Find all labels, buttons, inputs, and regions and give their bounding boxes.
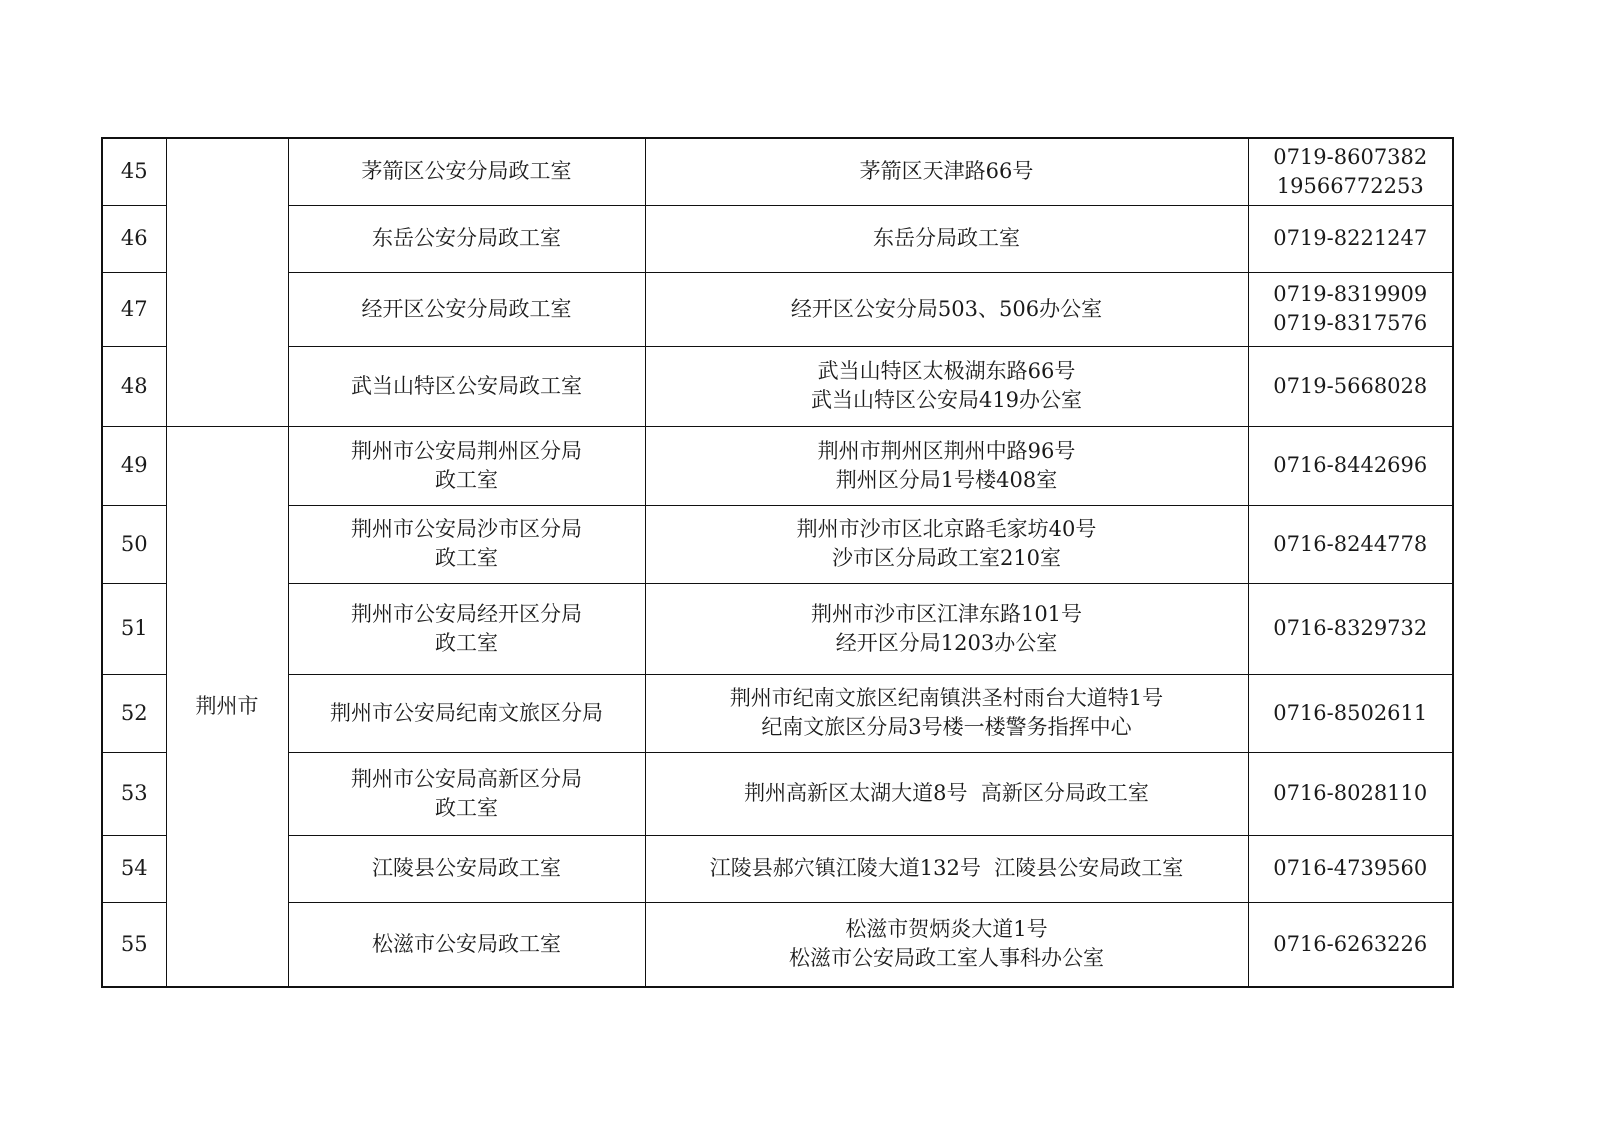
phone-line: 0719-8221247 [1273, 226, 1428, 250]
row-number: 49 [102, 426, 166, 505]
phone-cell [1248, 583, 1453, 674]
department-cell [288, 902, 645, 987]
address-line: 荆州市沙市区北京路毛家坊40号 [796, 517, 1097, 541]
address-cell [645, 346, 1248, 426]
department-line: 荆州市公安局高新区分局 [351, 766, 582, 791]
address-line: 荆州市纪南文旅区纪南镇洪圣村雨台大道特1号 [729, 686, 1164, 710]
table-row [102, 138, 1453, 205]
address-cell [645, 205, 1248, 272]
department-line: 政工室 [435, 795, 498, 820]
city-cell-empty [166, 138, 288, 426]
phone-cell [1248, 674, 1453, 752]
address-line: 荆州区分局1号楼408室 [835, 467, 1058, 492]
row-number: 51 [102, 583, 166, 674]
city-cell [166, 426, 288, 987]
phone-line: 0716-4739560 [1273, 856, 1428, 880]
address-cell [645, 835, 1248, 902]
address-line: 沙市区分局政工室210室 [831, 546, 1062, 570]
department-line: 松滋市公安局政工室 [372, 931, 561, 956]
phone-line: 0716-8244778 [1273, 531, 1428, 556]
address-line: 松滋市公安局政工室人事科办公室 [789, 946, 1104, 971]
address-line: 经开区分局1203办公室 [835, 630, 1058, 655]
address-cell [645, 583, 1248, 674]
address-line: 武当山特区公安局419办公室 [810, 388, 1083, 412]
phone-cell [1248, 752, 1453, 835]
address-line: 经开区公安分局503、506办公室 [790, 296, 1103, 321]
department-line: 政工室 [435, 467, 498, 492]
department-line: 政工室 [435, 546, 498, 570]
table-row [102, 752, 1453, 835]
address-cell [645, 138, 1248, 205]
department-cell [288, 583, 645, 674]
address-line: 荆州高新区太湖大道8号 高新区分局政工室 [744, 781, 1149, 805]
city-label: 荆州市 [195, 693, 259, 718]
department-line: 荆州市公安局荆州区分局 [351, 438, 582, 463]
table-row [102, 674, 1453, 752]
phone-line: 0716-8028110 [1273, 781, 1428, 805]
row-number: 52 [102, 674, 166, 752]
department-cell [288, 752, 645, 835]
address-line: 松滋市贺炳炎大道1号 [845, 917, 1048, 942]
phone-line: 0716-6263226 [1273, 931, 1428, 956]
department-cell [288, 835, 645, 902]
row-number: 48 [102, 346, 166, 426]
department-line: 武当山特区公安局政工室 [351, 373, 582, 398]
address-line: 纪南文旅区分局3号楼一楼警务指挥中心 [761, 715, 1132, 739]
phone-cell [1248, 205, 1453, 272]
phone-line: 0719-8319909 [1273, 282, 1428, 306]
address-line: 荆州市沙市区江津东路101号 [810, 601, 1083, 626]
phone-cell [1248, 346, 1453, 426]
department-cell [288, 205, 645, 272]
address-cell [645, 902, 1248, 987]
row-number: 50 [102, 505, 166, 583]
address-cell [645, 752, 1248, 835]
contact-table [101, 137, 1454, 988]
department-line: 荆州市公安局经开区分局 [351, 601, 582, 626]
department-line: 江陵县公安局政工室 [372, 856, 561, 880]
row-number: 46 [102, 205, 166, 272]
row-number: 45 [102, 138, 166, 205]
department-line: 政工室 [435, 630, 498, 655]
table-row [102, 583, 1453, 674]
phone-cell [1248, 272, 1453, 346]
phone-line: 0716-8329732 [1273, 616, 1428, 640]
address-line: 武当山特区太极湖东路66号 [817, 359, 1076, 383]
table-row [102, 205, 1453, 272]
row-number: 53 [102, 752, 166, 835]
department-cell [288, 505, 645, 583]
phone-line: 0719-8317576 [1273, 311, 1428, 335]
table-row [102, 835, 1453, 902]
address-line: 茅箭区天津路66号 [859, 159, 1034, 184]
address-line: 江陵县郝穴镇江陵大道132号 江陵县公安局政工室 [709, 856, 1184, 880]
department-line: 东岳公安分局政工室 [372, 226, 561, 250]
table-row [102, 426, 1453, 505]
table-row [102, 346, 1453, 426]
phone-line: 19566772253 [1276, 173, 1424, 198]
table-row [102, 272, 1453, 346]
table-row [102, 505, 1453, 583]
phone-line: 0716-8502611 [1273, 700, 1428, 725]
phone-line: 0719-8607382 [1273, 144, 1428, 169]
phone-line: 0719-5668028 [1273, 373, 1428, 398]
address-cell [645, 272, 1248, 346]
address-cell [645, 674, 1248, 752]
department-cell [288, 346, 645, 426]
department-line: 荆州市公安局沙市区分局 [351, 517, 582, 541]
row-number: 54 [102, 835, 166, 902]
address-cell [645, 505, 1248, 583]
department-line: 茅箭区公安分局政工室 [361, 159, 572, 184]
department-cell [288, 426, 645, 505]
phone-line: 0716-8442696 [1273, 453, 1428, 477]
phone-cell [1248, 835, 1453, 902]
department-cell [288, 272, 645, 346]
department-cell [288, 674, 645, 752]
address-line: 东岳分局政工室 [873, 226, 1020, 250]
department-line: 荆州市公安局纪南文旅区分局 [330, 700, 603, 725]
row-number: 55 [102, 902, 166, 987]
phone-cell [1248, 505, 1453, 583]
table-row [102, 902, 1453, 987]
phone-cell [1248, 138, 1453, 205]
department-cell [288, 138, 645, 205]
department-line: 经开区公安分局政工室 [361, 296, 572, 321]
row-number: 47 [102, 272, 166, 346]
address-line: 荆州市荆州区荆州中路96号 [817, 438, 1076, 463]
phone-cell [1248, 902, 1453, 987]
address-cell [645, 426, 1248, 505]
phone-cell [1248, 426, 1453, 505]
